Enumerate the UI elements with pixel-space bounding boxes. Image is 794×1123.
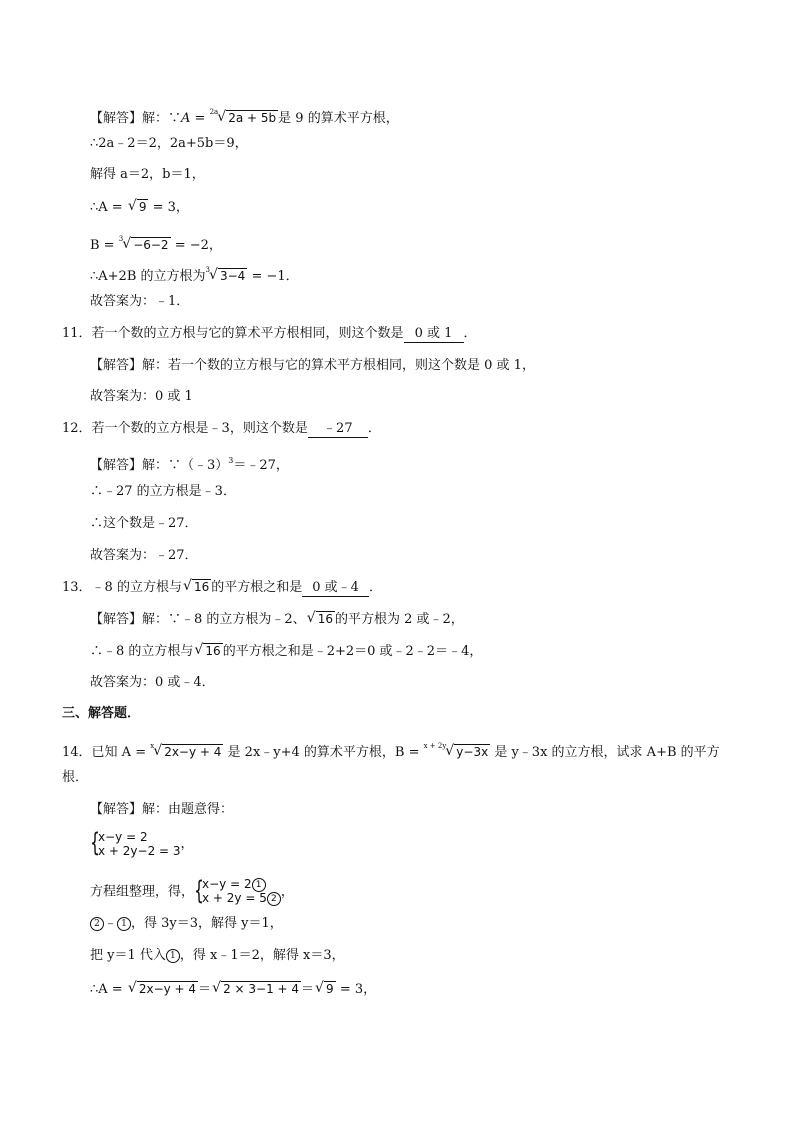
text: 【解答】解：∵﹣8 的立方根为﹣2、 — [90, 612, 306, 627]
text: 把 y＝1 代入 — [90, 948, 166, 963]
question-12 — [62, 419, 381, 439]
brace-system: { x−y = 2 1 x + 2y = 5 2 — [194, 878, 281, 906]
question-text: 11．若一个数的立方根与它的算术平方根相同，则这个数是 — [62, 326, 404, 341]
answer-12-final: 故答案为：﹣27． — [90, 548, 198, 563]
radical: √ 16 — [194, 642, 221, 658]
radicand: −6−2 — [133, 238, 169, 252]
text: 方程组整理，得， — [90, 884, 195, 900]
question-text: 是 y﹣3x 的立方根，试求 A+B 的平方 — [490, 745, 720, 760]
radicand: 16 — [317, 612, 333, 626]
answer-line-4 — [90, 197, 189, 218]
radicand: 2 × 3−1 + 4 — [223, 982, 300, 996]
text: ． — [463, 326, 477, 341]
answer-blank: ﹣27 — [308, 421, 368, 438]
section-heading: 三、解答题． — [62, 706, 141, 721]
equation: x + 2y = 5 — [202, 891, 267, 905]
circled-number: 2 — [267, 892, 281, 906]
radicand: 16 — [193, 580, 210, 594]
question-text: 14．已知 A = — [62, 745, 151, 760]
equation: x−y = 2 — [202, 877, 252, 891]
text: ﹣ — [104, 916, 118, 931]
text: ． — [368, 580, 382, 595]
radicand: 3−4 — [219, 269, 246, 283]
answer-11: 【解答】解：若一个数的立方根与它的算术平方根相同，则这个数是 0 或 1， — [90, 358, 535, 373]
question-13 — [62, 577, 382, 598]
answer-line-5 — [90, 229, 222, 256]
radical: √ −6−2 — [122, 236, 169, 252]
text: = −2， — [170, 238, 222, 253]
answer-12-line-3: ∴这个数是﹣27． — [90, 516, 198, 531]
answer-14-line-1: 【解答】解：由题意得： — [90, 802, 234, 817]
circled-number: 2 — [90, 917, 104, 931]
text: = — [190, 111, 210, 126]
root-index: 3 — [118, 235, 124, 243]
answer-blank: 0 或﹣4 — [302, 580, 369, 597]
text: = 3， — [148, 200, 189, 215]
answer-13-line-1 — [90, 609, 464, 630]
text: 【解答】解：∵ — [90, 111, 182, 126]
var-a: A — [181, 111, 191, 126]
answer-13-final: 故答案为：0 或﹣4． — [90, 675, 215, 690]
circled-number: 1 — [166, 949, 180, 963]
exponent: 3 — [228, 456, 234, 465]
radicand: y−3x — [456, 745, 489, 759]
text: ∴A = — [90, 200, 127, 215]
text: ∴A = — [90, 982, 127, 997]
text: ， — [280, 884, 294, 900]
root-index: x — [150, 742, 155, 750]
answer-line-1 — [90, 102, 399, 129]
radical: √ 2 × 3−1 + 4 — [212, 980, 300, 996]
radical: √ 16 — [182, 578, 210, 594]
radicand: 2x−y + 4 — [164, 745, 222, 759]
answer-line-2: ∴2a﹣2＝2，2a+5b＝9， — [90, 136, 248, 151]
text: = −1． — [247, 269, 299, 284]
text: ，得 3y＝3，解得 y＝1， — [131, 916, 283, 931]
text: ＝ — [198, 982, 212, 997]
answer-line-7: 故答案为：﹣1． — [90, 294, 190, 309]
radicand: 2a + 5b — [228, 111, 277, 125]
answer-14-line-6 — [90, 979, 376, 1000]
text: ， — [180, 836, 194, 852]
answer-line-6 — [90, 260, 299, 287]
question-14-line-2: 根． — [62, 770, 89, 785]
radicand: 9 — [326, 982, 334, 996]
answer-13-line-2 — [90, 641, 482, 662]
radical: √ 9 — [315, 980, 334, 996]
text: ，得 x﹣1＝2，解得 x＝3， — [179, 948, 345, 963]
text: B = — [90, 238, 119, 253]
radical: √ y−3x — [445, 743, 489, 759]
radicand: 2x−y + 4 — [138, 982, 197, 996]
radicand: 9 — [138, 200, 147, 214]
text: = 3， — [335, 982, 377, 997]
radical: √ 9 — [127, 198, 147, 214]
answer-12-line-2: ∴﹣27 的立方根是﹣3． — [90, 484, 236, 499]
radical: √ 2x−y + 4 — [153, 743, 222, 759]
root-index: 3 — [205, 266, 210, 274]
answer-14-line-3 — [90, 878, 294, 906]
equation-system-1 — [90, 830, 194, 858]
text: 是 9 的算术平方根， — [278, 111, 399, 126]
question-text: 12．若一个数的立方根是﹣3，则这个数是 — [62, 421, 308, 436]
answer-12-line-1 — [90, 451, 289, 476]
question-14-line-1 — [62, 736, 720, 763]
answer-line-3: 解得 a＝2，b＝1， — [90, 167, 205, 182]
text: 【解答】解：∵（﹣3） — [90, 458, 229, 473]
radical: √ 2x−y + 4 — [127, 980, 197, 996]
text: ＝ — [301, 982, 315, 997]
equation: x + 2y−2 = 3 — [98, 844, 181, 858]
equation: x−y = 2 — [98, 830, 148, 844]
answer-14-line-4 — [90, 914, 283, 934]
text: ∴A+2B 的立方根为 — [90, 269, 206, 284]
radical: √ 2a + 5b — [217, 109, 277, 125]
radicand: 16 — [205, 644, 221, 658]
radical: √ 16 — [306, 610, 333, 626]
answer-11-final: 故答案为：0 或 1 — [90, 389, 193, 404]
question-text: 的平方根之和是 — [211, 580, 303, 595]
text: ． — [367, 421, 381, 436]
brace-system: { x−y = 2 x + 2y−2 = 3 — [90, 828, 181, 858]
text: ∴﹣8 的立方根与 — [90, 644, 194, 659]
circled-number: 1 — [252, 878, 266, 892]
question-11 — [62, 324, 477, 344]
text: 的平方根为 2 或﹣2， — [334, 612, 464, 627]
radical: √ 3−4 — [208, 267, 246, 283]
text: ＝﹣27， — [233, 458, 289, 473]
text: 的平方根之和是﹣2+2＝0 或﹣2﹣2＝﹣4， — [222, 644, 483, 659]
answer-14-line-5 — [90, 946, 345, 966]
question-text: 13．﹣8 的立方根与 — [62, 580, 182, 595]
question-text: 是 2x﹣y+4 的算术平方根，B = — [223, 745, 424, 760]
root-index: 2a — [209, 108, 219, 116]
root-index: x + 2y — [423, 742, 447, 750]
answer-blank: 0 或 1 — [404, 326, 464, 343]
circled-number: 1 — [117, 917, 131, 931]
